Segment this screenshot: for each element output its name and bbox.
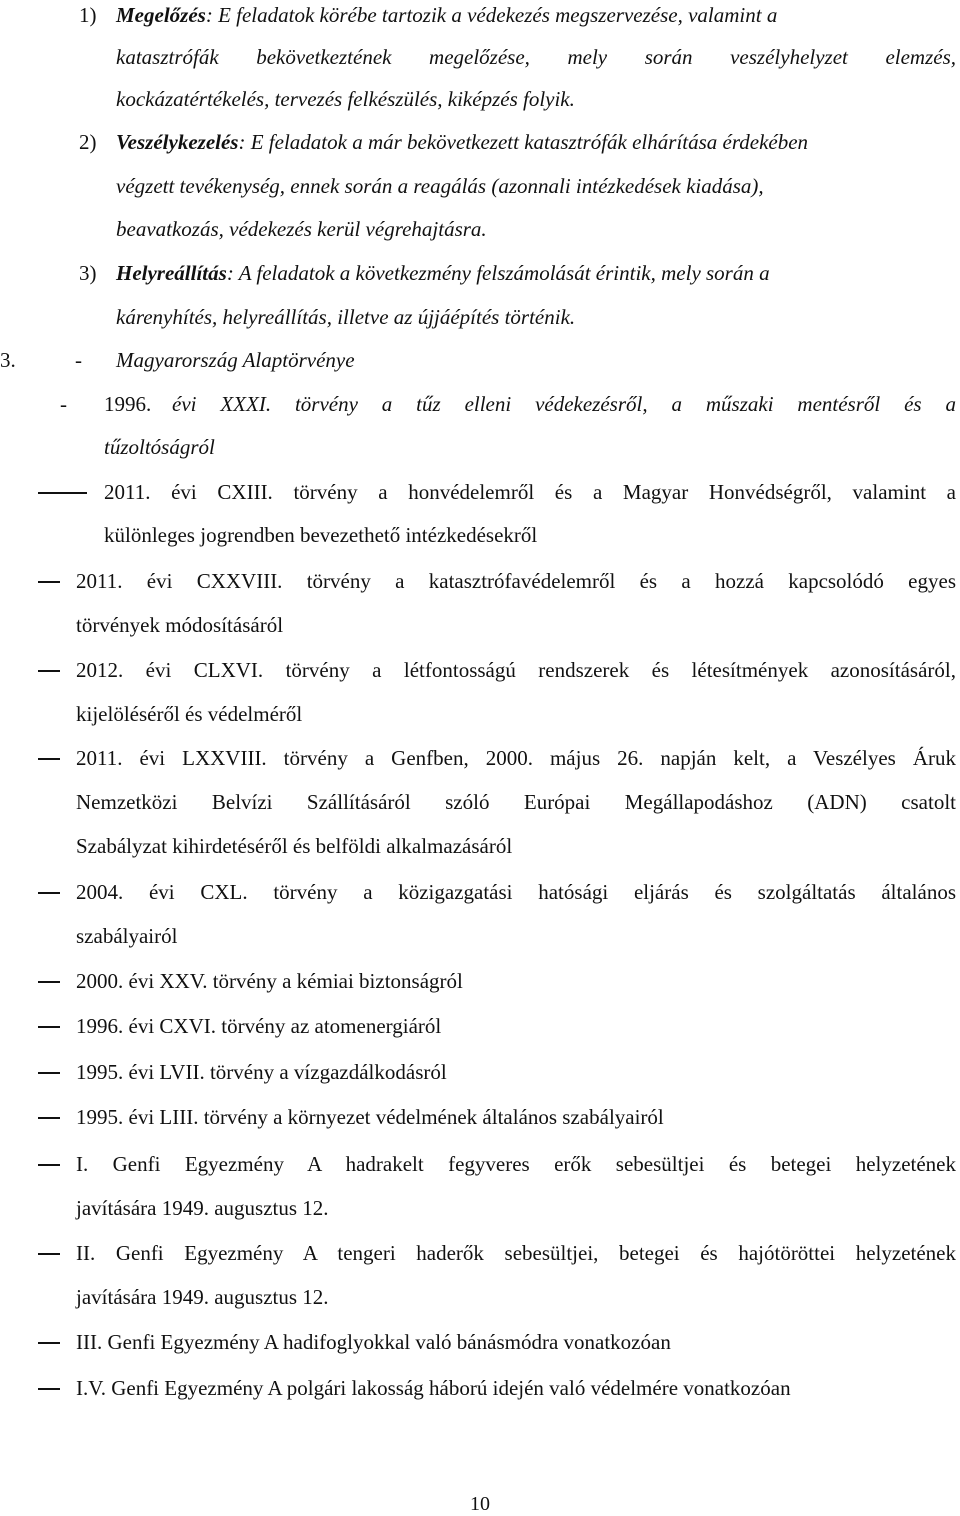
law-1996-year: 1996. xyxy=(104,392,152,416)
item-number: 2) xyxy=(79,130,97,154)
bullet-dash-icon xyxy=(38,1026,60,1028)
bullet-dash-icon xyxy=(38,670,60,672)
bullet-dash-icon xyxy=(38,581,60,583)
law-list-item-line: törvények módosításáról xyxy=(76,613,284,637)
term-megelozes: Megelőzés xyxy=(116,3,206,27)
law-list-item-line: Szabályzat kihirdetéséről és belföldi alkalmazásáról xyxy=(76,834,513,858)
law-list-item-line: 2004. évi CXL. törvény a közigazgatási hatósági eljárás és szolgáltatás általános xyxy=(76,880,956,904)
law-list-item-line: 2011. évi LXXVIII. törvény a Genfben, 2000. május 26. napján kelt, a Veszélyes Áruk xyxy=(76,746,956,770)
law-list-item-line: 2011. évi CXXVIII. törvény a katasztrófavédelemről és a hozzá kapcsolódó egyes xyxy=(76,569,956,593)
subitem-veszelykezeles-line-1: Veszélykezelés: E feladatok a már bekövetkezett katasztrófák elhárítása érdekében xyxy=(116,130,809,154)
bullet-dash-icon xyxy=(38,1164,60,1166)
subitem-megelozes-line-1: Megelőzés: E feladatok körébe tartozik a védekezés megszervezése, valamint a xyxy=(116,3,778,27)
law-dash: - xyxy=(60,392,67,416)
bullet-dash-icon xyxy=(38,1388,60,1390)
subitem-megelozes-line-3: kockázatértékelés, tervezés felkészülés, kiképzés folyik. xyxy=(116,87,575,111)
law-list-item-line: kijelöléséről és védelméről xyxy=(76,702,303,726)
law-2011-cxiii-line-2: különleges jogrendben bevezethető intézkedésekről xyxy=(104,523,538,547)
law-list-item-line: III. Genfi Egyezmény A hadifoglyokkal való bánásmódra vonatkozóan xyxy=(76,1330,671,1354)
subitem-megelozes-line-2: katasztrófák bekövetkeztének megelőzése, mely során veszélyhelyzet elemzés, xyxy=(116,45,956,69)
bullet-dash-icon xyxy=(38,892,60,894)
bullet-dash-icon xyxy=(38,1342,60,1344)
section-title: Magyarország Alaptörvénye xyxy=(116,348,355,372)
item-number: 1) xyxy=(79,3,97,27)
law-list-item-line: javítására 1949. augusztus 12. xyxy=(76,1285,329,1309)
law-list-item-line: szabályairól xyxy=(76,924,178,948)
law-list-item-line: 1996. évi CXVI. törvény az atomenergiáról xyxy=(76,1014,442,1038)
law-list-item-line: II. Genfi Egyezmény A tengeri haderők sebesültjei, betegei és hajótöröttei helyzetének xyxy=(76,1241,956,1265)
bullet-dash-icon xyxy=(38,1072,60,1074)
subitem-helyreallitas-line-1: Helyreállítás: A feladatok a következmény felszámolását érintik, mely során a xyxy=(116,261,770,285)
law-list-item-line: 1995. évi LIII. törvény a környezet védelmének általános szabályairól xyxy=(76,1105,664,1129)
subitem-veszelykezeles-line-2: végzett tevékenység, ennek során a reagálás (azonnali intézkedések kiadása), xyxy=(116,174,764,198)
law-list-item-line: 1995. évi LVII. törvény a vízgazdálkodásról xyxy=(76,1060,447,1084)
law-list-item-line: I.V. Genfi Egyezmény A polgári lakosság háború idején való védelmére vonatkozóan xyxy=(76,1376,791,1400)
law-1996-line-1: évi XXXI. törvény a tűz elleni védekezésről, a műszaki mentésről és a xyxy=(172,392,956,416)
page-number: 10 xyxy=(470,1493,490,1515)
item-number: 3) xyxy=(79,261,97,285)
bullet-dash-icon xyxy=(38,758,60,760)
term-veszelykezeles: Veszélykezelés xyxy=(116,130,239,154)
subitem-helyreallitas-line-2: kárenyhítés, helyreállítás, illetve az újjáépítés történik. xyxy=(116,305,576,329)
section-dash: - xyxy=(75,348,82,372)
bullet-dash-icon xyxy=(38,1117,60,1119)
law-list-item-line: I. Genfi Egyezmény A hadrakelt fegyveres erők sebesültjei és betegei helyzetének xyxy=(76,1152,956,1176)
subitem-veszelykezeles-line-3: beavatkozás, védekezés kerül végrehajtásra. xyxy=(116,217,487,241)
law-list-item-line: 2000. évi XXV. törvény a kémiai biztonságról xyxy=(76,969,463,993)
law-1996-line-2: tűzoltóságról xyxy=(104,435,215,459)
term-helyreallitas: Helyreállítás xyxy=(116,261,227,285)
bullet-dash-icon xyxy=(38,492,87,494)
law-list-item-line: javítására 1949. augusztus 12. xyxy=(76,1196,329,1220)
law-list-item-line: 2012. évi CLXVI. törvény a létfontosságú rendszerek és létesítmények azonosításáról, xyxy=(76,658,956,682)
law-list-item-line: Nemzetközi Belvízi Szállításáról szóló Európai Megállapodáshoz (ADN) csatolt xyxy=(76,790,956,814)
section-number: 3. xyxy=(0,348,16,372)
bullet-dash-icon xyxy=(38,981,60,983)
bullet-dash-icon xyxy=(38,1253,60,1255)
law-2011-cxiii-line-1: 2011. évi CXIII. törvény a honvédelemről és a Magyar Honvédségről, valamint a xyxy=(104,480,956,504)
